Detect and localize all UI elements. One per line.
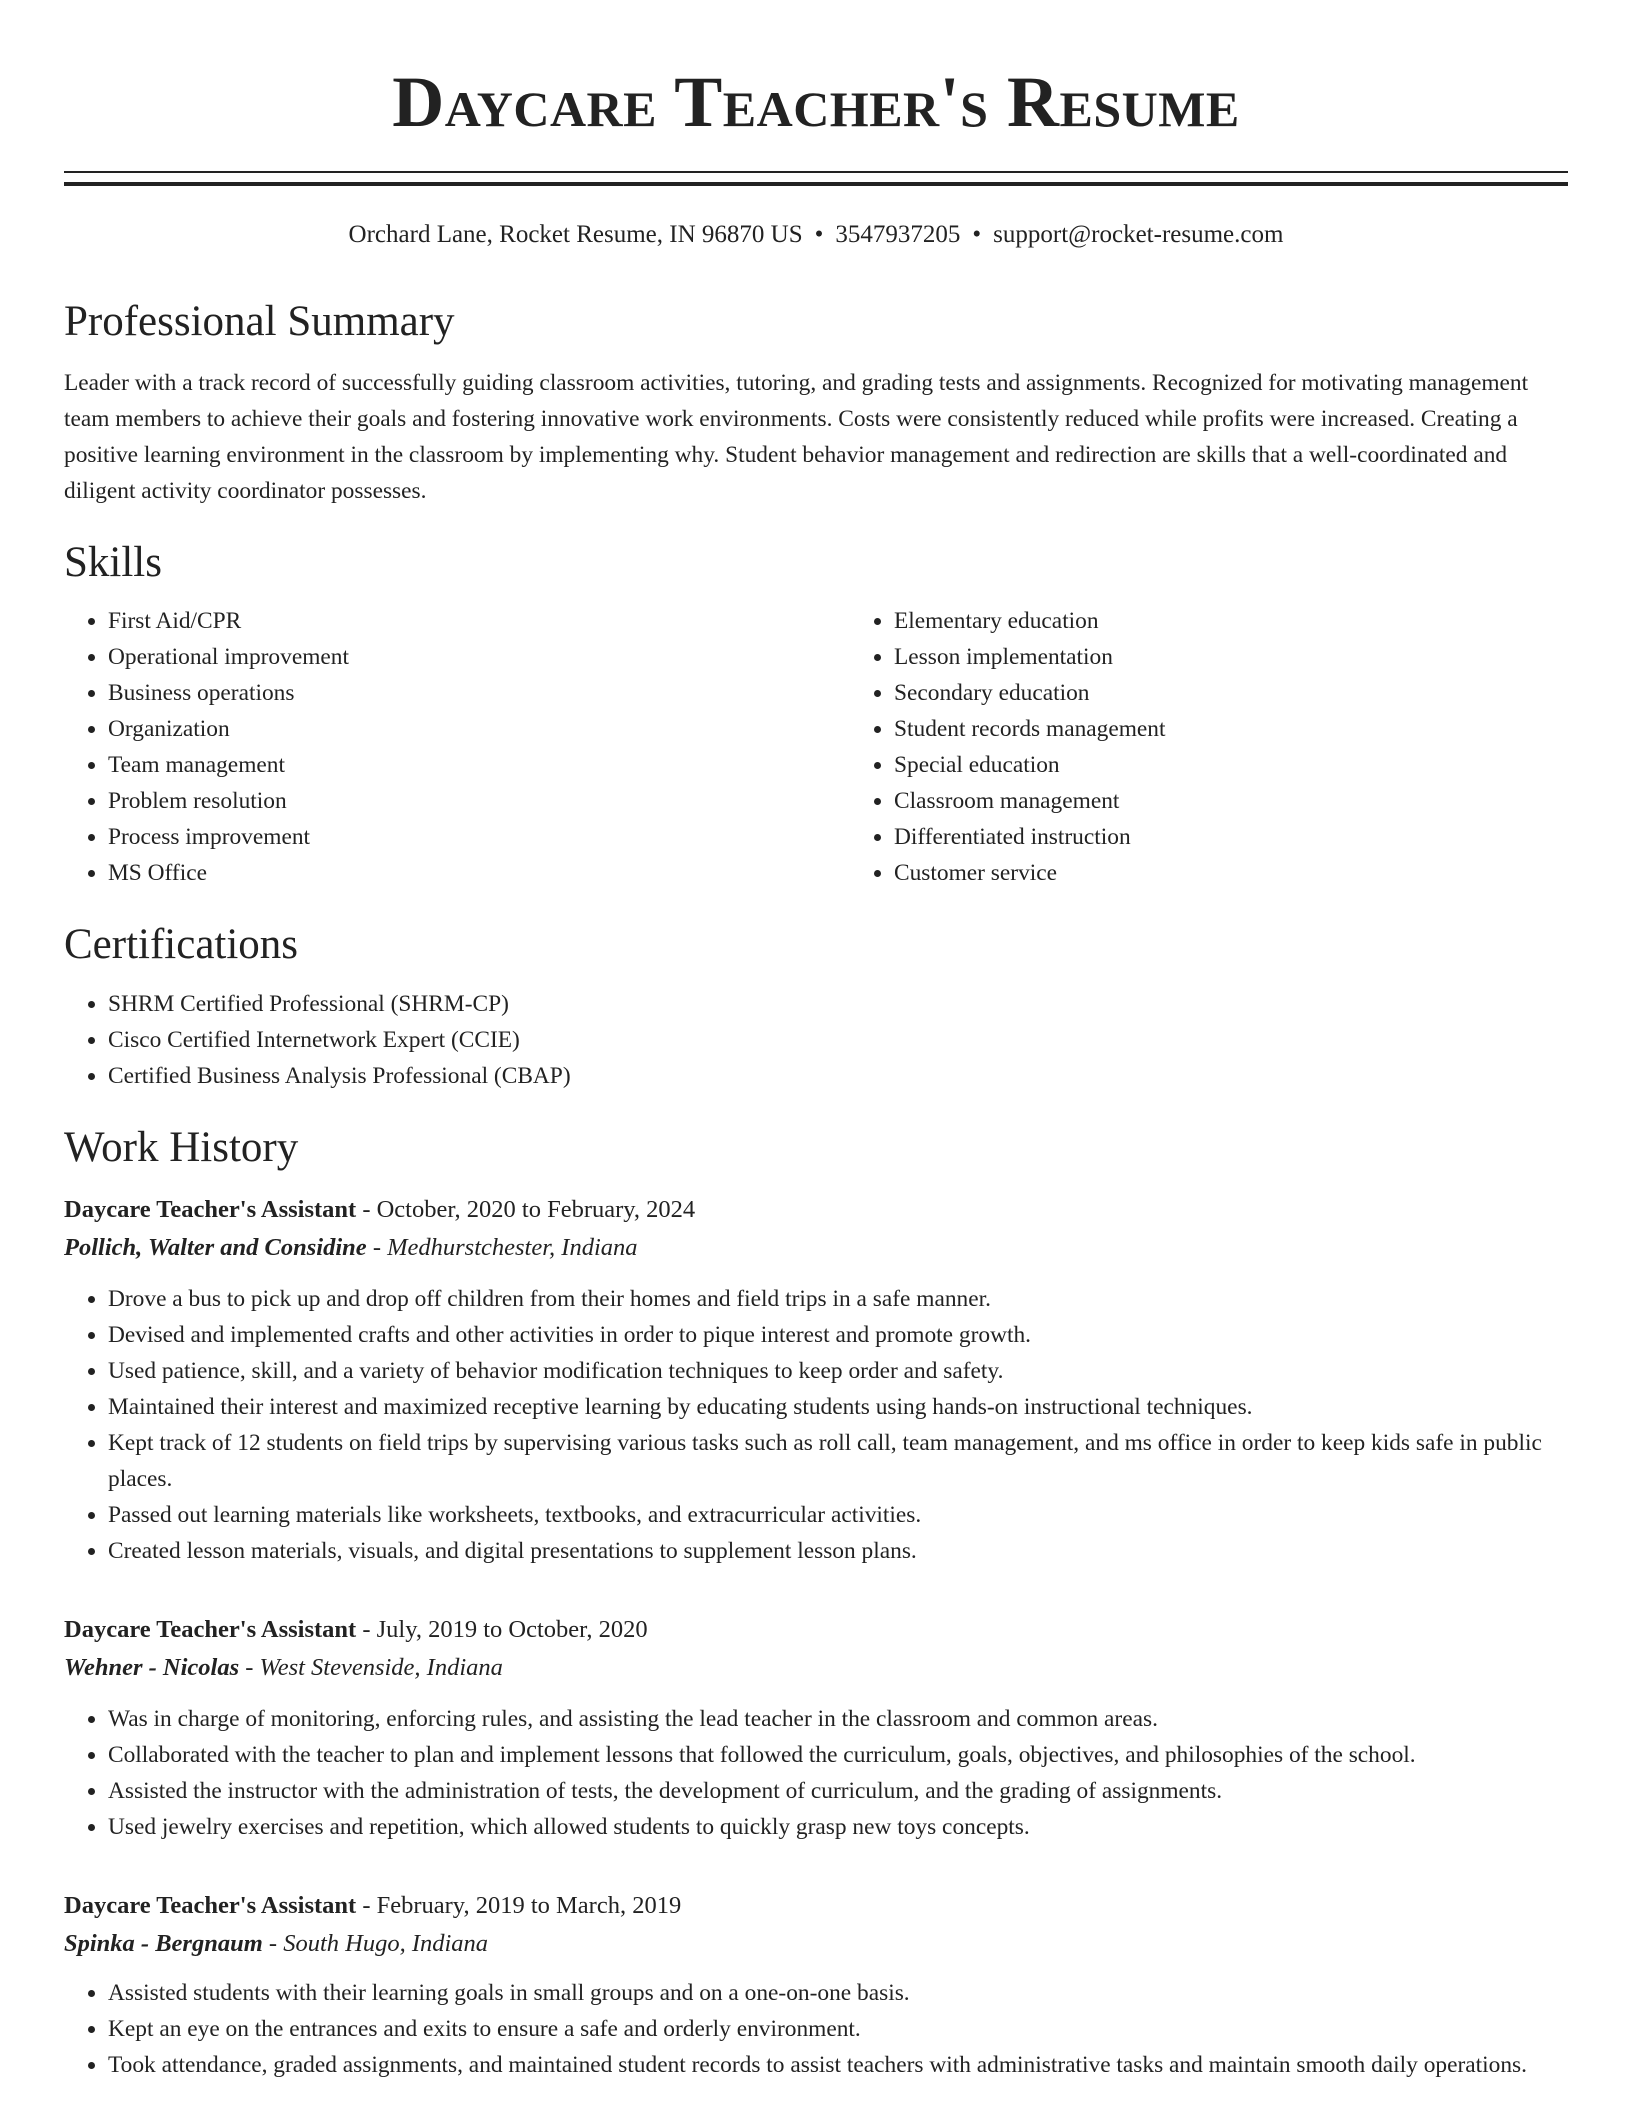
resume-title: Daycare Teacher's Resume bbox=[392, 62, 1240, 142]
work-history-heading: Work History bbox=[64, 1123, 299, 1171]
job-location: - South Hugo, Indiana bbox=[262, 1930, 489, 1958]
job-dates: - February, 2019 to March, 2019 bbox=[356, 1892, 682, 1920]
contact-line bbox=[64, 220, 1568, 250]
skill-item: • Organization bbox=[108, 711, 850, 747]
certifications-heading: Certifications bbox=[64, 920, 299, 968]
skill-item: • Special education bbox=[894, 747, 1568, 783]
job-company-line bbox=[64, 1649, 1568, 1687]
job-entry bbox=[64, 1191, 1568, 1569]
skill-item: • Secondary education bbox=[894, 675, 1568, 711]
job-dates: - July, 2019 to October, 2020 bbox=[356, 1616, 648, 1644]
skill-item: • Student records management bbox=[894, 711, 1568, 747]
job-company: Spinka - Bergnaum bbox=[64, 1930, 263, 1958]
job-dates: - October, 2020 to February, 2024 bbox=[356, 1196, 696, 1224]
job-duty-item: • Used patience, skill, and a variety of behavior modification techniques to keep order and safety. bbox=[108, 1353, 1568, 1389]
job-company-line bbox=[64, 1229, 1568, 1267]
job-duty-item: • Kept track of 12 students on field trips by supervising various tasks such as roll call, team management, and ms office in order to keep kids safe in public places. bbox=[108, 1425, 1568, 1497]
job-duty-item: • Assisted the instructor with the administration of tests, the development of curriculum, and the grading of assignments. bbox=[108, 1773, 1568, 1809]
job-duty-item: • Collaborated with the teacher to plan and implement lessons that followed the curriculum, goals, objectives, and philosophies of the school. bbox=[108, 1737, 1568, 1773]
skill-item: • MS Office bbox=[108, 855, 850, 891]
skills-right-list bbox=[850, 603, 1568, 891]
skill-item: • First Aid/CPR bbox=[108, 603, 850, 639]
job-title-line bbox=[64, 1887, 1568, 1925]
skill-item: • Differentiated instruction bbox=[894, 819, 1568, 855]
contact-phone: 3547937205 bbox=[835, 221, 961, 248]
summary-heading: Professional Summary bbox=[64, 298, 455, 345]
job-company: Wehner - Nicolas bbox=[64, 1654, 240, 1682]
job-duty-item: • Passed out learning materials like worksheets, textbooks, and extracurricular activities. bbox=[108, 1497, 1568, 1533]
job-entry bbox=[64, 1887, 1568, 2083]
job-duty-item: • Kept an eye on the entrances and exits to ensure a safe and orderly environment. bbox=[108, 2011, 1568, 2047]
job-duty-item: • Created lesson materials, visuals, and digital presentations to supplement lesson plans. bbox=[108, 1533, 1568, 1569]
job-duty-item: • Was in charge of monitoring, enforcing rules, and assisting the lead teacher in the classroom and common areas. bbox=[108, 1701, 1568, 1737]
contact-separator: • bbox=[972, 221, 982, 248]
job-duty-item: • Took attendance, graded assignments, and maintained student records to assist teachers with administrative tasks and maintain smooth daily operations. bbox=[108, 2047, 1568, 2083]
certification-item: • Certified Business Analysis Professional (CBAP) bbox=[108, 1058, 1568, 1094]
skill-item: • Operational improvement bbox=[108, 639, 850, 675]
job-location: - West Stevenside, Indiana bbox=[239, 1654, 503, 1682]
job-duty-item: • Assisted students with their learning goals in small groups and on a one-on-one basis. bbox=[108, 1975, 1568, 2011]
job-duties-list bbox=[64, 1281, 1568, 1569]
job-duty-item: • Maintained their interest and maximized receptive learning by educating students using hands-on instructional techniques. bbox=[108, 1389, 1568, 1425]
job-duties-list bbox=[64, 1701, 1568, 1845]
title-divider bbox=[64, 171, 1568, 186]
skill-item: • Process improvement bbox=[108, 819, 850, 855]
skill-item: • Customer service bbox=[894, 855, 1568, 891]
job-duty-item: • Used jewelry exercises and repetition, which allowed students to quickly grasp new toys concepts. bbox=[108, 1809, 1568, 1845]
skill-item: • Problem resolution bbox=[108, 783, 850, 819]
job-title-line bbox=[64, 1611, 1568, 1649]
skills-heading: Skills bbox=[64, 539, 162, 587]
job-duty-item: • Devised and implemented crafts and other activities in order to pique interest and promote growth. bbox=[108, 1317, 1568, 1353]
job-title: Daycare Teacher's Assistant bbox=[64, 1892, 357, 1920]
contact-separator: • bbox=[814, 221, 824, 248]
contact-email: support@rocket-resume.com bbox=[993, 221, 1284, 248]
job-title: Daycare Teacher's Assistant bbox=[64, 1196, 357, 1224]
skills-left-list bbox=[64, 603, 850, 891]
skills-columns bbox=[64, 603, 1568, 891]
job-title: Daycare Teacher's Assistant bbox=[64, 1616, 357, 1644]
certifications-list bbox=[64, 986, 1568, 1094]
skill-item: • Classroom management bbox=[894, 783, 1568, 819]
job-company: Pollich, Walter and Considine bbox=[64, 1234, 367, 1262]
skill-item: • Team management bbox=[108, 747, 850, 783]
skill-item: • Elementary education bbox=[894, 603, 1568, 639]
job-duty-item: • Drove a bus to pick up and drop off children from their homes and field trips in a safe manner. bbox=[108, 1281, 1568, 1317]
skill-item: • Business operations bbox=[108, 675, 850, 711]
summary-text: Leader with a track record of successfully guiding classroom activities, tutoring, and grading tests and assignments. Recognized for motivating management team members to achieve their goals and fostering innovative work environments. Costs were consistently reduced while profits were increased. Creating a positive learning environment in the classroom by implementing why. Student behavior management and redirection are skills that a well-coordinated and diligent activity coordinator possesses. bbox=[64, 370, 1529, 505]
job-location: - Medhurstchester, Indiana bbox=[366, 1234, 638, 1262]
job-entry bbox=[64, 1611, 1568, 1845]
job-company-line bbox=[64, 1925, 1568, 1963]
contact-address: Orchard Lane, Rocket Resume, IN 96870 US bbox=[348, 221, 803, 248]
job-title-line bbox=[64, 1191, 1568, 1229]
certification-item: • SHRM Certified Professional (SHRM-CP) bbox=[108, 986, 1568, 1022]
certification-item: • Cisco Certified Internetwork Expert (CCIE) bbox=[108, 1022, 1568, 1058]
job-duties-list bbox=[64, 1975, 1568, 2083]
skill-item: • Lesson implementation bbox=[894, 639, 1568, 675]
